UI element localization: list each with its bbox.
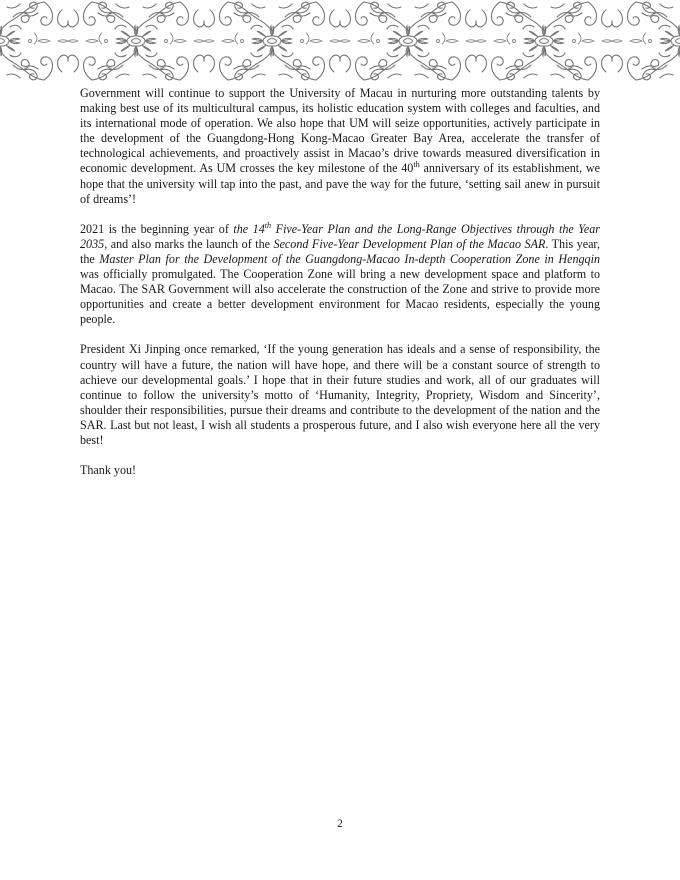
- italic-title-run: Five-Year Plan and the Long-Range Objectives through the Year 2035: [80, 221, 600, 251]
- floral-arabesque-border-ornament: [0, 0, 680, 82]
- page-number: 2: [337, 818, 343, 830]
- paragraph-run: . This year, the: [80, 236, 600, 266]
- header-ornament-band: [0, 0, 680, 82]
- paragraph-run: Thank you!: [80, 463, 137, 478]
- italic-title-run: the 14: [233, 221, 265, 236]
- italic-title-run: Second Five-Year Development Plan of the Macao SAR: [273, 236, 546, 251]
- paragraph-run: was officially promulgated. The Cooperation Zone will bring a new development space and platform to Macao. The SAR Government will also accelerate the construction of the Zone and strive to provide more opportunities and create a better development environment for Macao residents, especially the young people.: [80, 267, 600, 327]
- ordinal-superscript: th: [264, 220, 272, 230]
- italic-title-run: Master Plan for the Development of the Guangdong-Macao In-depth Cooperation Zone in Hengqin: [99, 251, 600, 266]
- paragraph-support-university: [80, 86, 600, 207]
- paragraph-xi-jinping-remark: [80, 342, 600, 448]
- paragraph-run: Government will continue to support the University of Macau in nurturing more outstanding talents by making best use of its multicultural campus, its holistic education system with colleges and faculties, and its international mode of operation. We also hope that UM will seize opportunities, actively participate in the development of the Guangdong-Hong Kong-Macao Greater Bay Area, accelerate the transfer of technological achievements, and proactively assist in Macao’s drive towards measured diversification in economic development. As UM crosses the key milestone of the 40: [80, 86, 600, 176]
- paragraph-run: President Xi Jinping once remarked, ‘If the young generation has ideals and a sense of responsibility, the country will have a future, the nation will have hope, and there will be a constant source of strength to achieve our developmental goals.’ I hope that in their future studies and work, all of our graduates will continue to follow the university’s motto of ‘Humanity, Integrity, Propriety, Wisdom and Sincerity’, shoulder their responsibilities, pursue their dreams and contribute to the development of the nation and the SAR. Last but not least, I wish all students a prosperous future, and I also wish everyone here all the very best!: [80, 342, 600, 447]
- paragraph-thank-you: [80, 463, 600, 478]
- paragraph-five-year-plan: [80, 222, 600, 328]
- ordinal-superscript: th: [413, 160, 420, 170]
- document-text-column: [80, 86, 600, 478]
- paragraph-run: , and also marks the launch of the: [104, 236, 274, 251]
- paragraph-run: anniversary of its establishment, we hope that the university will tap into the past, and pave the way for the future, ‘setting sail anew in pursuit of dreams’!: [80, 161, 600, 206]
- paragraph-run: 2021 is the beginning year of: [80, 221, 234, 236]
